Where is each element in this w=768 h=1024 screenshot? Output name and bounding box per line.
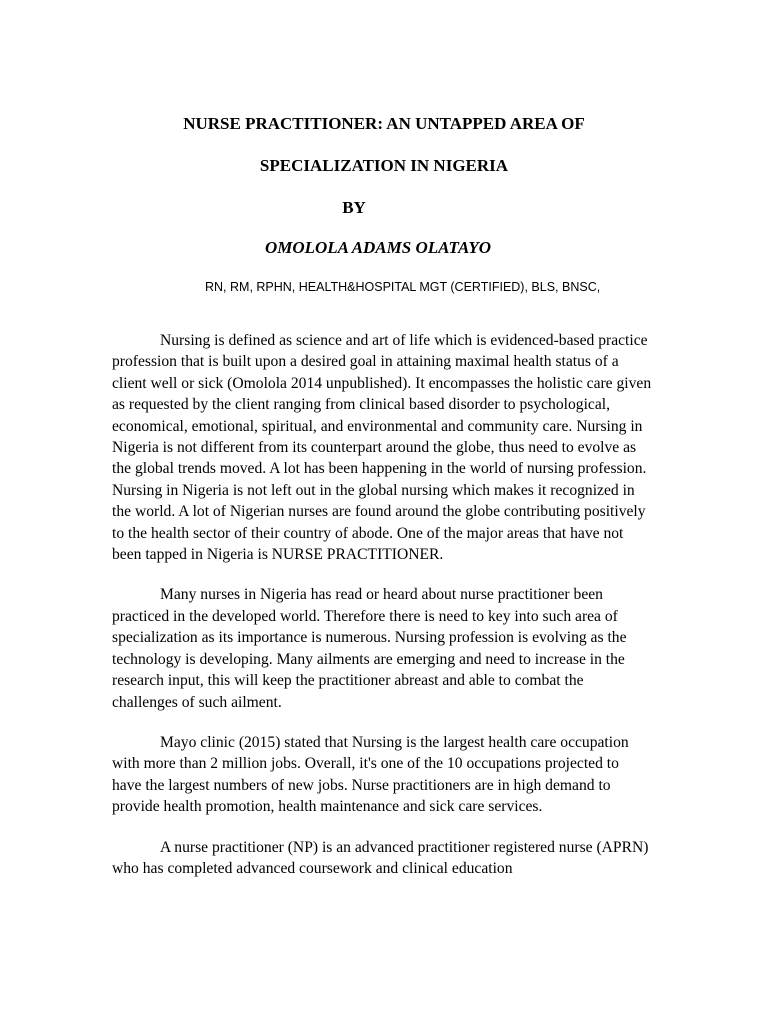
author-credentials: RN, RM, RPHN, HEALTH&HOSPITAL MGT (CERTIFIED), BLS, BNSC, [205, 280, 601, 294]
paragraph-3: Mayo clinic (2015) stated that Nursing is the largest health care occupation with more than 2 million jobs. Overall, it's one of the 10 occupations projected to have the largest numbers of new jobs. Nurse practitioners are in high demand to provide health promotion, health maintenance and sick care services. [112, 733, 629, 816]
title-line-1: NURSE PRACTITIONER: AN UNTAPPED AREA OF [183, 114, 585, 133]
by-label: BY [342, 198, 366, 217]
paragraph-4: A nurse practitioner (NP) is an advanced practitioner registered nurse (APRN) who has completed advanced coursework and clinical education [112, 838, 649, 877]
body-text [112, 330, 652, 898]
paragraph-1: Nursing is defined as science and art of life which is evidenced-based practice profession that is built upon a desired goal in attaining maximal health status of a client well or sick (Omolola 2014 unpublished). It encompasses the holistic care given as requested by the client ranging from clinical based disorder to psychological, economical, emotional, spiritual, and environmental and community care. Nursing in Nigeria is not different from its counterpart around the globe, thus need to evolve as the global trends moved. A lot has been happening in the world of nursing profession. Nursing in Nigeria is not left out in the global nursing which makes it recognized in the world. A lot of Nigerian nurses are found around the globe contributing positively to the health sector of their country of abode. One of the major areas that have not been tapped in Nigeria is NURSE PRACTITIONER. [112, 332, 652, 564]
author-name: OMOLOLA ADAMS OLATAYO [264, 238, 492, 257]
title-line-2: SPECIALIZATION IN NIGERIA [259, 156, 509, 175]
paragraph-2: Many nurses in Nigeria has read or heard about nurse practitioner been practiced in the developed world. Therefore there is need to key into such area of specialization as its importance is numerous. Nursing profession is evolving as the technology is developing. Many ailments are emerging and need to increase in the research input, this will keep the practitioner abreast and able to combat the challenges of such ailment. [112, 586, 627, 711]
